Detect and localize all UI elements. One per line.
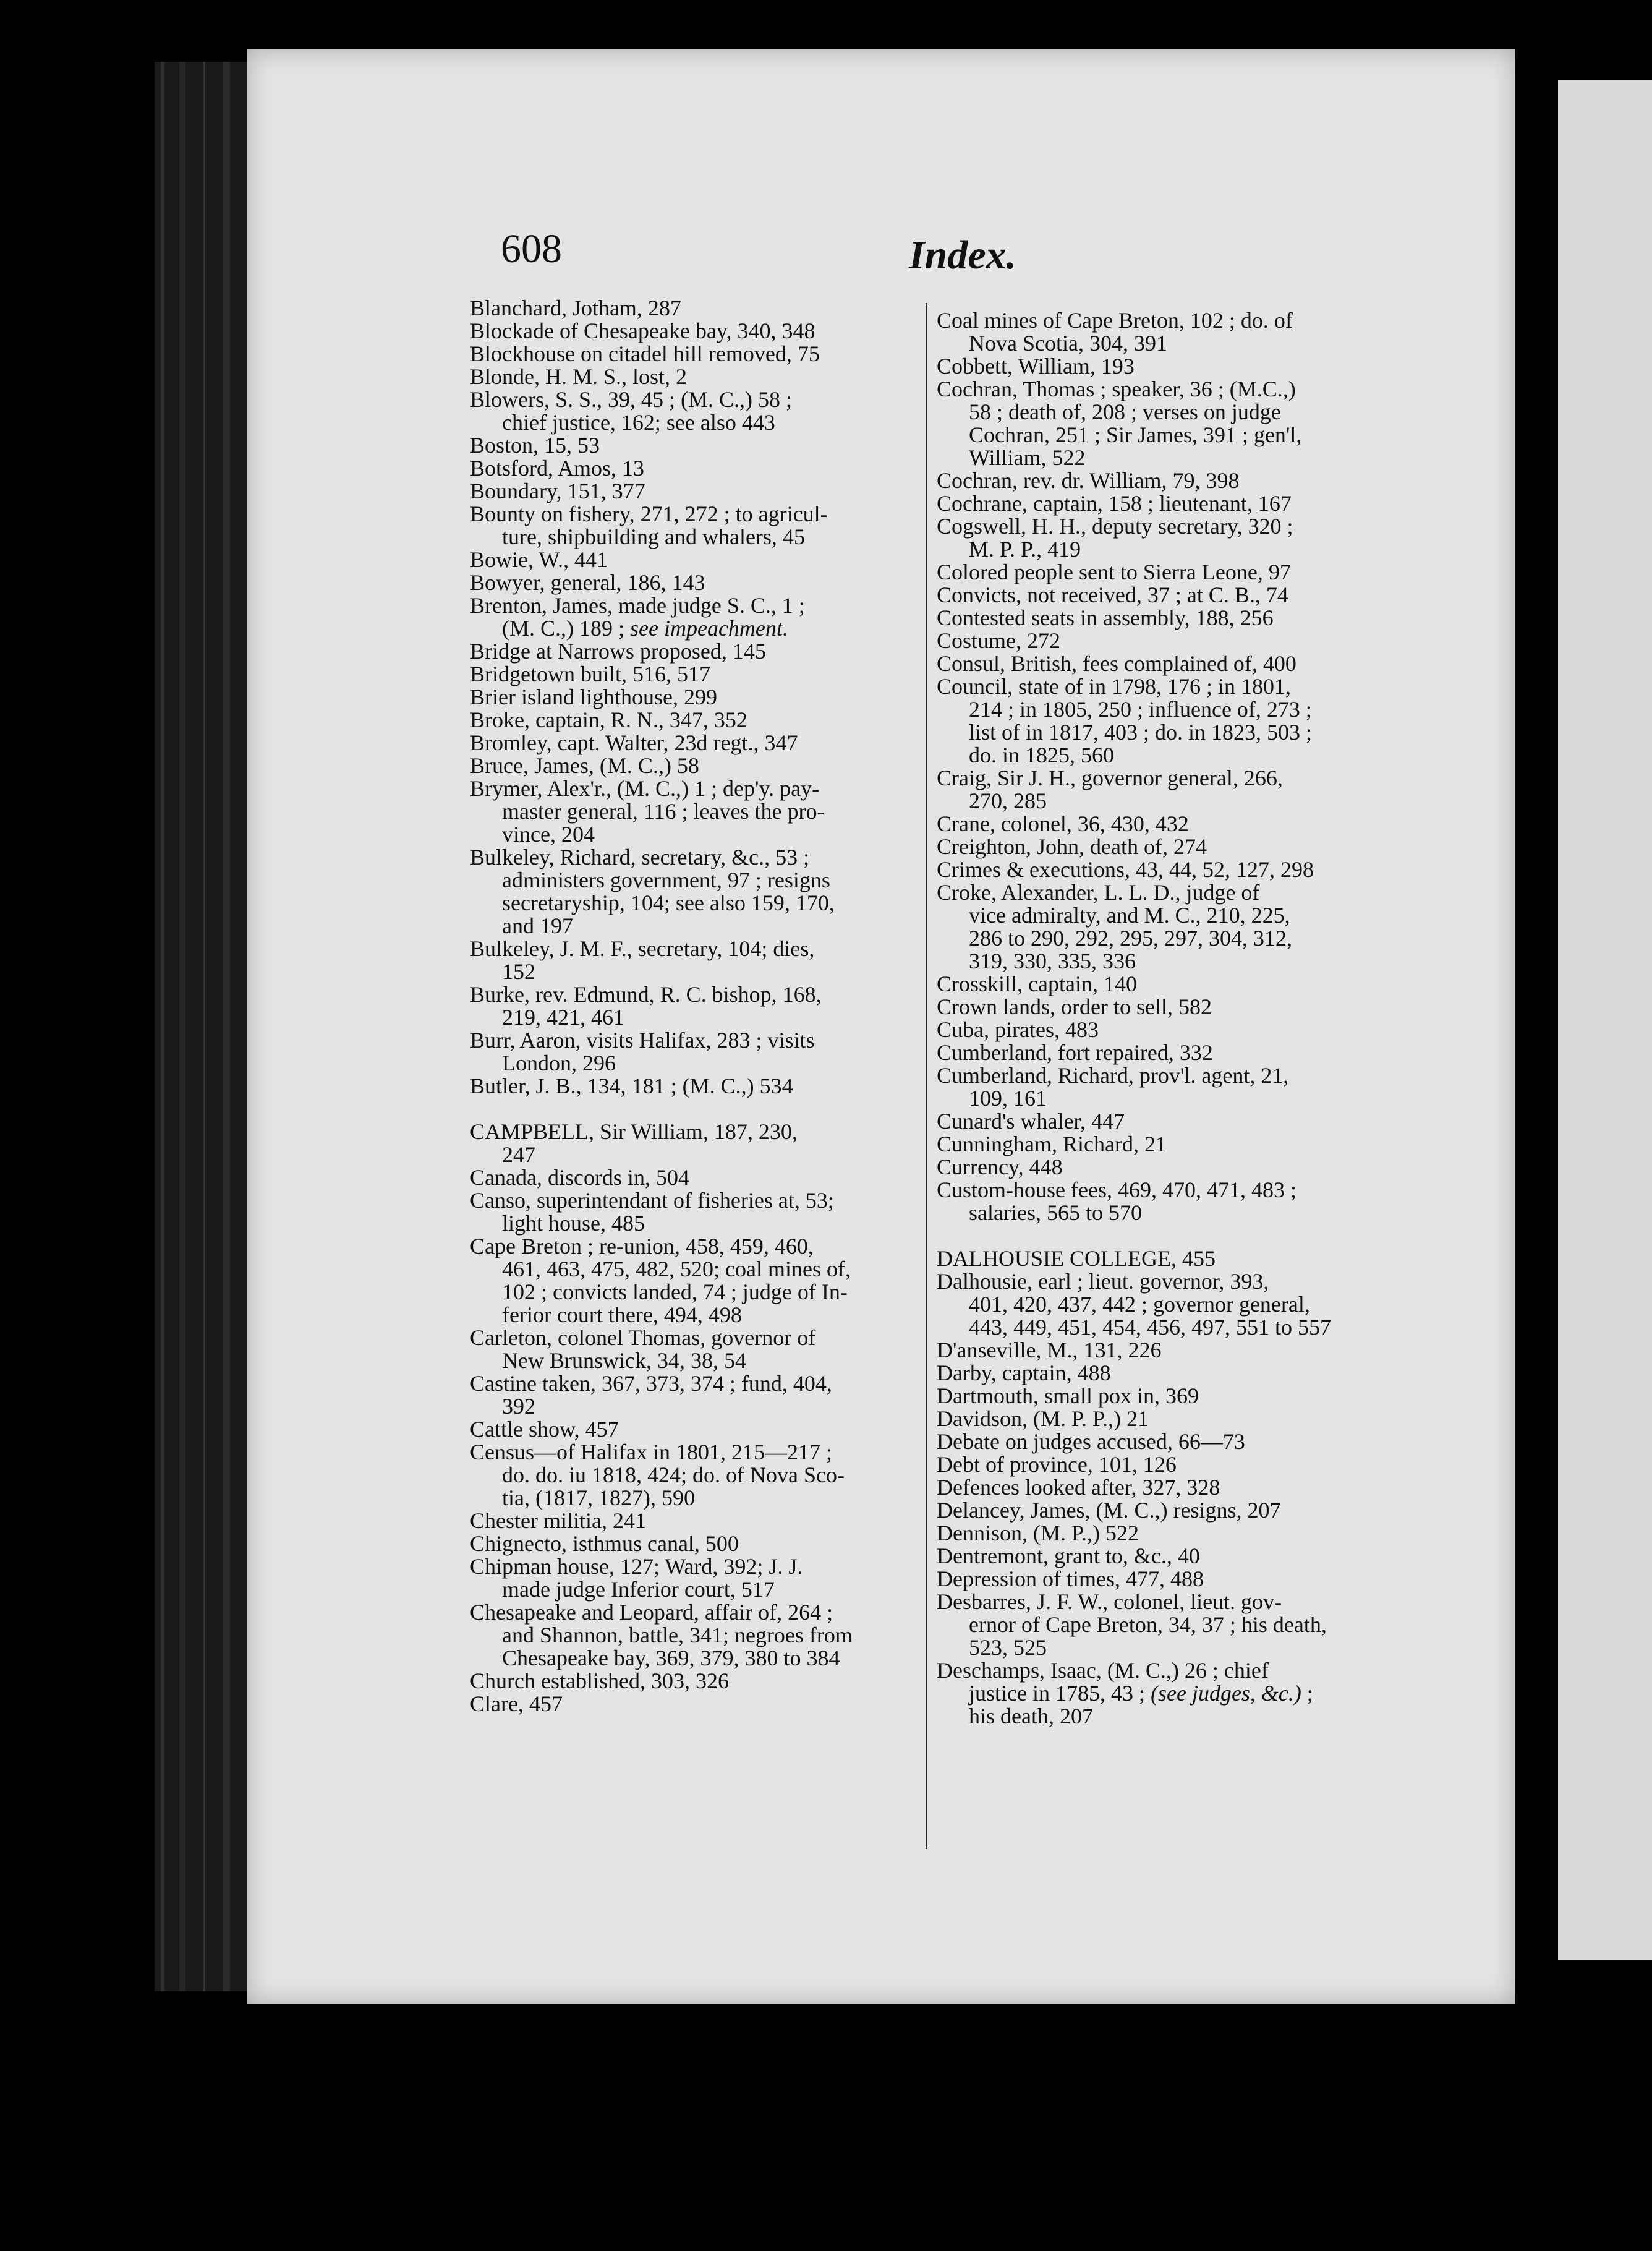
entry-line: ture, shipbuilding and whalers, 45: [502, 524, 805, 549]
entry-line: Depression of times, 477, 488: [937, 1566, 1204, 1591]
entry-line: vince, 204: [502, 822, 595, 847]
entry-line: Census—of Halifax in 1801, 215—217 ;: [470, 1440, 832, 1464]
index-entry: [470, 457, 927, 480]
entry-line: Brymer, Alex'r., (M. C.,) 1 ; dep'y. pay-: [470, 776, 820, 801]
entry-line: Croke, Alexander, L. L. D., judge of: [937, 880, 1260, 905]
entry-line: Bromley, capt. Walter, 23d regt., 347: [470, 730, 798, 755]
entry-line: Blowers, S. S., 39, 45 ; (M. C.,) 58 ;: [470, 387, 793, 412]
index-entry: [470, 1693, 927, 1715]
entry-italic-reference: (see judges, &c.): [1150, 1681, 1301, 1706]
index-entry: [470, 1029, 927, 1075]
entry-line: ferior court there, 494, 498: [502, 1302, 742, 1327]
index-entry: [937, 378, 1400, 469]
entry-line: do. do. iu 1818, 424; do. of Nova Sco-: [502, 1463, 845, 1487]
entry-line: Davidson, (M. P. P.,) 21: [937, 1406, 1149, 1431]
entry-line: Bowyer, general, 186, 143: [470, 570, 705, 595]
entry-line: Blockade of Chesapeake bay, 340, 348: [470, 318, 815, 343]
entry-line: 247: [502, 1142, 535, 1167]
index-entry: [470, 1418, 927, 1441]
index-entry: [937, 1133, 1400, 1156]
index-entry: [470, 663, 927, 686]
entry-line: Cochran, 251 ; Sir James, 391 ; gen'l,: [969, 422, 1302, 447]
entry-line: do. in 1825, 560: [969, 743, 1115, 767]
entry-line: Colored people sent to Sierra Leone, 97: [937, 560, 1291, 584]
entry-line: Dartmouth, small pox in, 369: [937, 1383, 1199, 1408]
index-entry: [470, 1166, 927, 1189]
index-entry: [937, 858, 1400, 881]
entry-line: tia, (1817, 1827), 590: [502, 1485, 695, 1510]
index-entry: [470, 1532, 927, 1555]
entry-line: Blonde, H. M. S., lost, 2: [470, 364, 688, 389]
entry-line: Desbarres, J. F. W., colonel, lieut. gov-: [937, 1589, 1282, 1614]
entry-line: Brenton, James, made judge S. C., 1 ;: [470, 593, 805, 618]
index-entry: [470, 983, 927, 1029]
entry-line: Bowie, W., 441: [470, 547, 608, 572]
entry-line: Dentremont, grant to, &c., 40: [937, 1544, 1200, 1568]
index-entry: [937, 1270, 1400, 1339]
index-entry: [470, 1441, 927, 1510]
entry-line: master general, 116 ; leaves the pro-: [502, 799, 825, 824]
index-entry: [470, 480, 927, 503]
index-entry: [470, 1235, 927, 1326]
entry-line: Blanchard, Jotham, 287: [470, 296, 681, 320]
entry-line: Darby, captain, 488: [937, 1360, 1111, 1385]
entry-line: Cunningham, Richard, 21: [937, 1132, 1167, 1156]
index-entry: [470, 754, 927, 777]
index-entry: [937, 652, 1400, 675]
entry-line: Cumberland, Richard, prov'l. agent, 21,: [937, 1063, 1289, 1088]
entry-line: Brier island lighthouse, 299: [470, 685, 717, 709]
index-entry: [470, 297, 927, 320]
index-entry: [937, 675, 1400, 767]
entry-line: Bridge at Narrows proposed, 145: [470, 639, 766, 664]
entry-line: Crown lands, order to sell, 582: [937, 994, 1212, 1019]
entry-line: Cochrane, captain, 158 ; lieutenant, 167: [937, 491, 1292, 516]
entry-line: Bruce, James, (M. C.,) 58: [470, 753, 699, 778]
entry-line: Bounty on fishery, 271, 272 ; to agricul-: [470, 502, 828, 526]
index-entry: [937, 1179, 1400, 1224]
entry-line: Currency, 448: [937, 1155, 1063, 1179]
entry-line: Council, state of in 1798, 176 ; in 1801,: [937, 674, 1291, 699]
entry-line: Boston, 15, 53: [470, 433, 600, 458]
index-entry: [937, 469, 1400, 492]
index-entry: [937, 1545, 1400, 1568]
entry-line: Blockhouse on citadel hill removed, 75: [470, 341, 820, 366]
entry-italic-reference: see impeachment.: [630, 616, 788, 641]
entry-line: secretaryship, 104; see also 159, 170,: [502, 891, 835, 915]
index-entry: [937, 1522, 1400, 1545]
index-entry: [937, 1110, 1400, 1133]
entry-line: salaries, 565 to 570: [969, 1200, 1142, 1225]
index-entry: [470, 320, 927, 343]
index-entry: [937, 1591, 1400, 1659]
index-entry: [937, 1019, 1400, 1041]
index-entry: [470, 640, 927, 663]
index-entry: [937, 607, 1400, 630]
index-entry: [937, 1156, 1400, 1179]
entry-line: Cape Breton ; re-union, 458, 459, 460,: [470, 1234, 814, 1258]
entry-line: Broke, captain, R. N., 347, 352: [470, 707, 747, 732]
entry-line: Dennison, (M. P.,) 522: [937, 1521, 1139, 1545]
index-entry: [470, 503, 927, 549]
entry-line: Burr, Aaron, visits Halifax, 283 ; visits: [470, 1028, 815, 1053]
index-entry: [937, 1041, 1400, 1064]
entry-line: 219, 421, 461: [502, 1005, 624, 1030]
entry-line: Boundary, 151, 377: [470, 479, 645, 503]
page-number: 608: [501, 226, 562, 271]
entry-line: Delancey, James, (M. C.,) resigns, 207: [937, 1498, 1281, 1523]
entry-line: 461, 463, 475, 482, 520; coal mines of,: [502, 1257, 851, 1281]
index-entry: [937, 835, 1400, 858]
index-entry: [470, 1075, 927, 1098]
index-entry: [470, 365, 927, 388]
entry-line: (M. C.,) 189 ;: [502, 616, 630, 641]
index-entry: [470, 1601, 927, 1670]
entry-line: Coal mines of Cape Breton, 102 ; do. of: [937, 308, 1293, 333]
index-entry: [937, 996, 1400, 1019]
entry-line: light house, 485: [502, 1211, 645, 1236]
entry-line: 270, 285: [969, 788, 1047, 813]
entry-line: Nova Scotia, 304, 391: [969, 331, 1167, 356]
entry-line: 58 ; death of, 208 ; verses on judge: [969, 399, 1281, 424]
entry-line: Dalhousie, earl ; lieut. governor, 393,: [937, 1269, 1269, 1294]
entry-line: 286 to 290, 292, 295, 297, 304, 312,: [969, 926, 1293, 950]
index-entry: [937, 1659, 1400, 1728]
index-entry: [937, 767, 1400, 813]
index-entry: [937, 1385, 1400, 1407]
entry-line: Defences looked after, 327, 328: [937, 1475, 1220, 1500]
index-entry: [937, 492, 1400, 515]
entry-line: 102 ; convicts landed, 74 ; judge of In-: [502, 1279, 848, 1304]
entry-line: Clare, 457: [470, 1691, 563, 1716]
entry-line: Chesapeake bay, 369, 379, 380 to 384: [502, 1646, 840, 1670]
index-entry: [470, 1510, 927, 1532]
index-entry: [470, 1189, 927, 1235]
entry-line: list of in 1817, 403 ; do. in 1823, 503 ;: [969, 720, 1313, 745]
entry-line: Castine taken, 367, 373, 374 ; fund, 404,: [470, 1371, 832, 1396]
index-entry: [937, 1362, 1400, 1385]
entry-line: Canada, discords in, 504: [470, 1165, 689, 1190]
entry-line: 214 ; in 1805, 250 ; influence of, 273 ;: [969, 697, 1312, 722]
entry-line: DALHOUSIE COLLEGE, 455: [937, 1246, 1216, 1271]
facing-page-edge: [1558, 80, 1652, 1960]
index-entry: [937, 515, 1400, 561]
entry-line: William, 522: [969, 445, 1086, 470]
index-entry: [937, 561, 1400, 584]
entry-line: Canso, superintendant of fisheries at, 53;: [470, 1188, 834, 1213]
entry-line: M. P. P., 419: [969, 537, 1081, 562]
entry-line: 392: [502, 1394, 535, 1419]
entry-line: Church established, 303, 326: [470, 1668, 729, 1693]
entry-line: administers government, 97 ; resigns: [502, 868, 830, 892]
entry-line: Chester militia, 241: [470, 1508, 646, 1533]
index-entry: [937, 1476, 1400, 1499]
index-column-right: [937, 309, 1400, 1728]
entry-line: Deschamps, Isaac, (M. C.,) 26 ; chief: [937, 1658, 1269, 1683]
entry-line: Cunard's whaler, 447: [937, 1109, 1125, 1134]
index-entry: [470, 1555, 927, 1601]
entry-line: Carleton, colonel Thomas, governor of: [470, 1325, 816, 1350]
index-entry: [937, 973, 1400, 996]
entry-line: 443, 449, 451, 454, 456, 497, 551 to 557: [969, 1315, 1332, 1339]
entry-line: Chesapeake and Leopard, affair of, 264 ;: [470, 1600, 833, 1625]
entry-line: Crane, colonel, 36, 430, 432: [937, 811, 1189, 836]
entry-line: Cobbett, William, 193: [937, 354, 1135, 378]
entry-line: justice in 1785, 43 ;: [969, 1681, 1151, 1706]
entry-line: Craig, Sir J. H., governor general, 266,: [937, 766, 1283, 790]
entry-line: Burke, rev. Edmund, R. C. bishop, 168,: [470, 982, 822, 1007]
entry-line: Debate on judges accused, 66—73: [937, 1429, 1245, 1454]
entry-line: 109, 161: [969, 1086, 1047, 1111]
entry-line: vice admiralty, and M. C., 210, 225,: [969, 903, 1290, 928]
index-entry: [937, 630, 1400, 652]
entry-line: Cuba, pirates, 483: [937, 1017, 1099, 1042]
entry-line: D'anseville, M., 131, 226: [937, 1338, 1162, 1362]
index-letter-heading: [470, 1121, 927, 1166]
index-entry: [470, 732, 927, 754]
entry-line: Chipman house, 127; Ward, 392; J. J.: [470, 1554, 803, 1579]
entry-line: Bulkeley, Richard, secretary, &c., 53 ;: [470, 845, 810, 869]
index-entry: [470, 686, 927, 709]
entry-line: Bulkeley, J. M. F., secretary, 104; dies,: [470, 936, 815, 961]
index-entry: [937, 1568, 1400, 1591]
index-entry: [470, 549, 927, 571]
index-entry: [470, 846, 927, 938]
index-entry: [937, 1407, 1400, 1430]
index-entry: [470, 1670, 927, 1693]
entry-line: London, 296: [502, 1051, 616, 1075]
index-entry: [470, 571, 927, 594]
entry-line: Botsford, Amos, 13: [470, 456, 645, 481]
index-entry: [937, 309, 1400, 355]
column-divider: [926, 303, 927, 1849]
entry-line: Cattle show, 457: [470, 1417, 619, 1442]
index-entry: [937, 1064, 1400, 1110]
entry-line: New Brunswick, 34, 38, 54: [502, 1348, 746, 1373]
entry-line: 523, 525: [969, 1635, 1047, 1660]
index-entry: [937, 1453, 1400, 1476]
entry-line: Convicts, not received, 37 ; at C. B., 74: [937, 583, 1288, 607]
entry-line: Cumberland, fort repaired, 332: [937, 1040, 1213, 1065]
index-entry: [470, 594, 927, 640]
index-entry: [470, 343, 927, 365]
index-letter-heading: [937, 1247, 1400, 1270]
index-entry: [470, 709, 927, 732]
index-entry: [937, 584, 1400, 607]
index-entry: [470, 434, 927, 457]
entry-line: his death, 207: [969, 1704, 1093, 1728]
entry-line: 401, 420, 437, 442 ; governor general,: [969, 1292, 1310, 1317]
index-column-left: [470, 297, 927, 1715]
entry-line: Costume, 272: [937, 628, 1061, 653]
index-entry: [937, 355, 1400, 378]
entry-line: CAMPBELL, Sir William, 187, 230,: [470, 1119, 798, 1144]
entry-line: Crosskill, captain, 140: [937, 972, 1137, 996]
entry-line: Cochran, rev. dr. William, 79, 398: [937, 468, 1240, 493]
entry-line: Consul, British, fees complained of, 400: [937, 651, 1296, 676]
index-entry: [470, 388, 927, 434]
entry-line: ;: [1301, 1681, 1313, 1706]
entry-line: Contested seats in assembly, 188, 256: [937, 605, 1274, 630]
entry-line: and Shannon, battle, 341; negroes from: [502, 1623, 853, 1647]
index-entry: [937, 1430, 1400, 1453]
entry-line: Cochran, Thomas ; speaker, 36 ; (M.C.,): [937, 377, 1296, 401]
entry-line: Chignecto, isthmus canal, 500: [470, 1531, 739, 1556]
index-entry: [937, 813, 1400, 835]
running-head: Index.: [909, 233, 1017, 278]
entry-line: Custom-house fees, 469, 470, 471, 483 ;: [937, 1177, 1296, 1202]
entry-line: Crimes & executions, 43, 44, 52, 127, 298: [937, 857, 1314, 882]
index-entry: [470, 938, 927, 983]
entry-line: and 197: [502, 913, 573, 938]
index-entry: [470, 1372, 927, 1418]
index-entry: [937, 1339, 1400, 1362]
entry-line: ernor of Cape Breton, 34, 37 ; his death,: [969, 1612, 1327, 1637]
entry-line: Bridgetown built, 516, 517: [470, 662, 710, 686]
entry-line: Cogswell, H. H., deputy secretary, 320 ;: [937, 514, 1293, 539]
entry-line: 152: [502, 959, 535, 984]
index-entry: [937, 881, 1400, 973]
entry-line: Creighton, John, death of, 274: [937, 834, 1207, 859]
entry-line: chief justice, 162; see also 443: [502, 410, 775, 435]
entry-line: Butler, J. B., 134, 181 ; (M. C.,) 534: [470, 1074, 793, 1098]
entry-line: 319, 330, 335, 336: [969, 949, 1136, 973]
book-binding-edge: [155, 62, 247, 1991]
entry-line: made judge Inferior court, 517: [502, 1577, 775, 1602]
index-entry: [470, 1326, 927, 1372]
index-entry: [470, 777, 927, 846]
index-entry: [937, 1499, 1400, 1522]
entry-line: Debt of province, 101, 126: [937, 1452, 1177, 1477]
